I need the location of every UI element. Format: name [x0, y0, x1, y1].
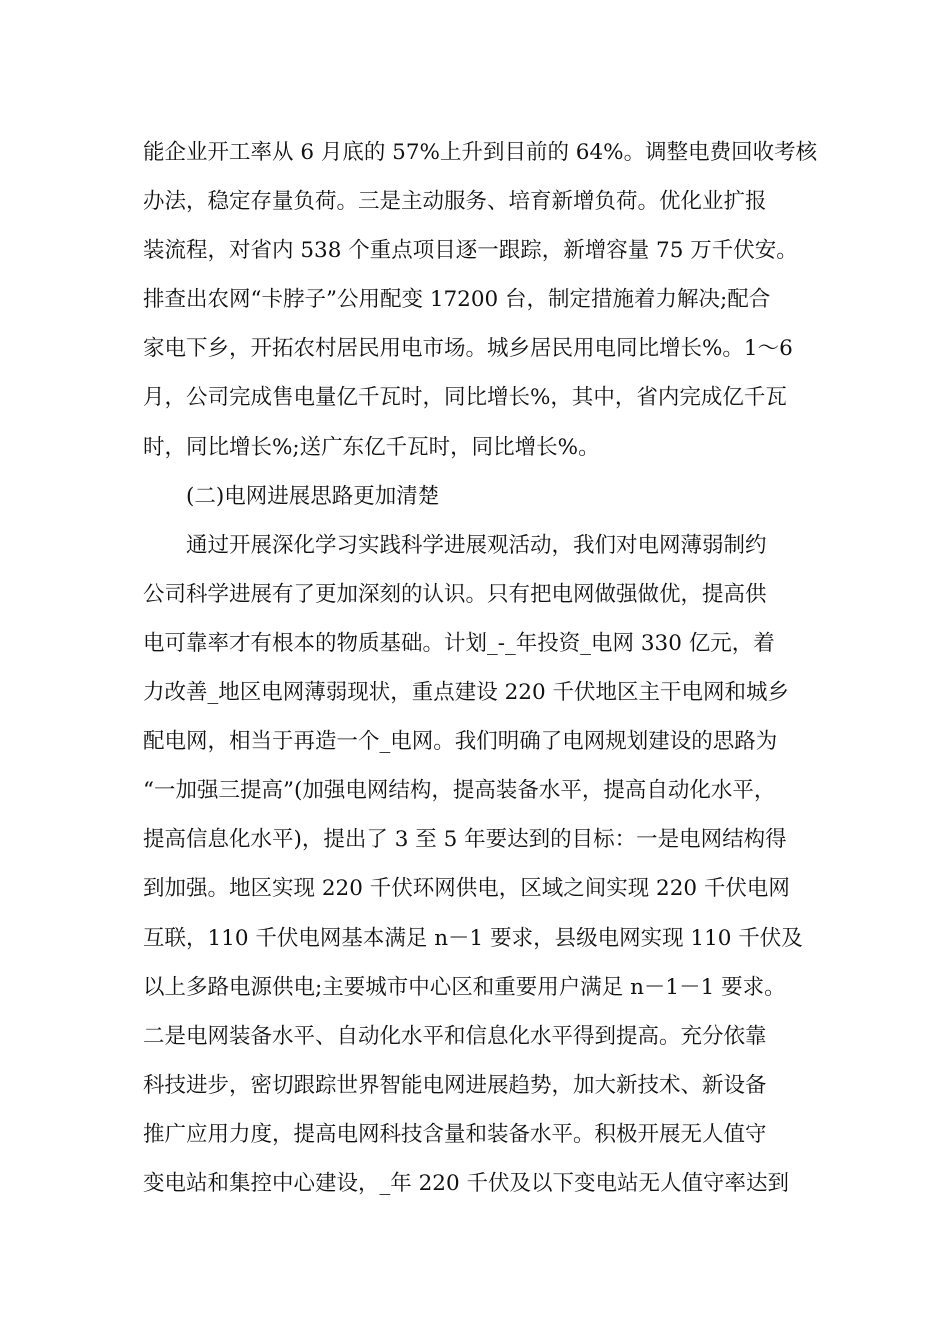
- text-line: 推广应用力度，提高电网科技含量和装备水平。积极开展无人值守: [143, 1121, 767, 1147]
- text-line: 互联，110 千伏电网基本满足 n－1 要求，县级电网实现 110 千伏及: [143, 925, 803, 951]
- text-line: 家电下乡，开拓农村居民用电市场。城乡居民用电同比增长%。1～6: [143, 336, 793, 362]
- text-line: 变电站和集控中心建设，_年 220 千伏及以下变电站无人值守率达到: [143, 1170, 789, 1196]
- text-line: 公司科学进展有了更加深刻的认识。只有把电网做强做优，提高供: [143, 581, 767, 607]
- text-line: 力改善_地区电网薄弱现状，重点建设 220 千伏地区主干电网和城乡: [143, 680, 789, 706]
- text-line: 时，同比增长%;送广东亿千瓦时，同比增长%。: [143, 434, 600, 460]
- paragraph-first-line: (二)电网进展思路更加清楚: [186, 483, 440, 509]
- text-line: 科技进步，密切跟踪世界智能电网进展趋势，加大新技术、新设备: [143, 1072, 767, 1098]
- text-line: 配电网，相当于再造一个_电网。我们明确了电网规划建设的思路为: [143, 729, 778, 755]
- text-line: 月，公司完成售电量亿千瓦时，同比增长%，其中，省内完成亿千瓦: [143, 385, 787, 411]
- text-line: 电可靠率才有根本的物质基础。计划_-_年投资_电网 330 亿元，着: [143, 630, 775, 656]
- text-line: 能企业开工率从 6 月底的 57%上升到目前的 64%。调整电费回收考核: [143, 140, 818, 165]
- text-line: “一加强三提高”(加强电网结构，提高装备水平，提高自动化水平，: [143, 778, 776, 804]
- text-line: 以上多路电源供电;主要城市中心区和重要用户满足 n－1－1 要求。: [143, 974, 786, 1000]
- text-line: 提高信息化水平)，提出了 3 至 5 年要达到的目标：一是电网结构得: [143, 827, 787, 853]
- document-body: [143, 128, 818, 1208]
- paragraph-first-line: 通过开展深化学习实践科学进展观活动，我们对电网薄弱制约: [186, 532, 767, 558]
- text-line: 二是电网装备水平、自动化水平和信息化水平得到提高。充分依靠: [143, 1023, 767, 1049]
- text-line: 办法，稳定存量负荷。三是主动服务、培育新增负荷。优化业扩报: [143, 189, 767, 215]
- text-line: 到加强。地区实现 220 千伏环网供电，区域之间实现 220 千伏电网: [143, 876, 790, 902]
- text-line: 排查出农网“卡脖子”公用配变 17200 台，制定措施着力解决;配合: [143, 287, 771, 313]
- text-line: 装流程，对省内 538 个重点项目逐一跟踪，新增容量 75 万千伏安。: [143, 238, 798, 264]
